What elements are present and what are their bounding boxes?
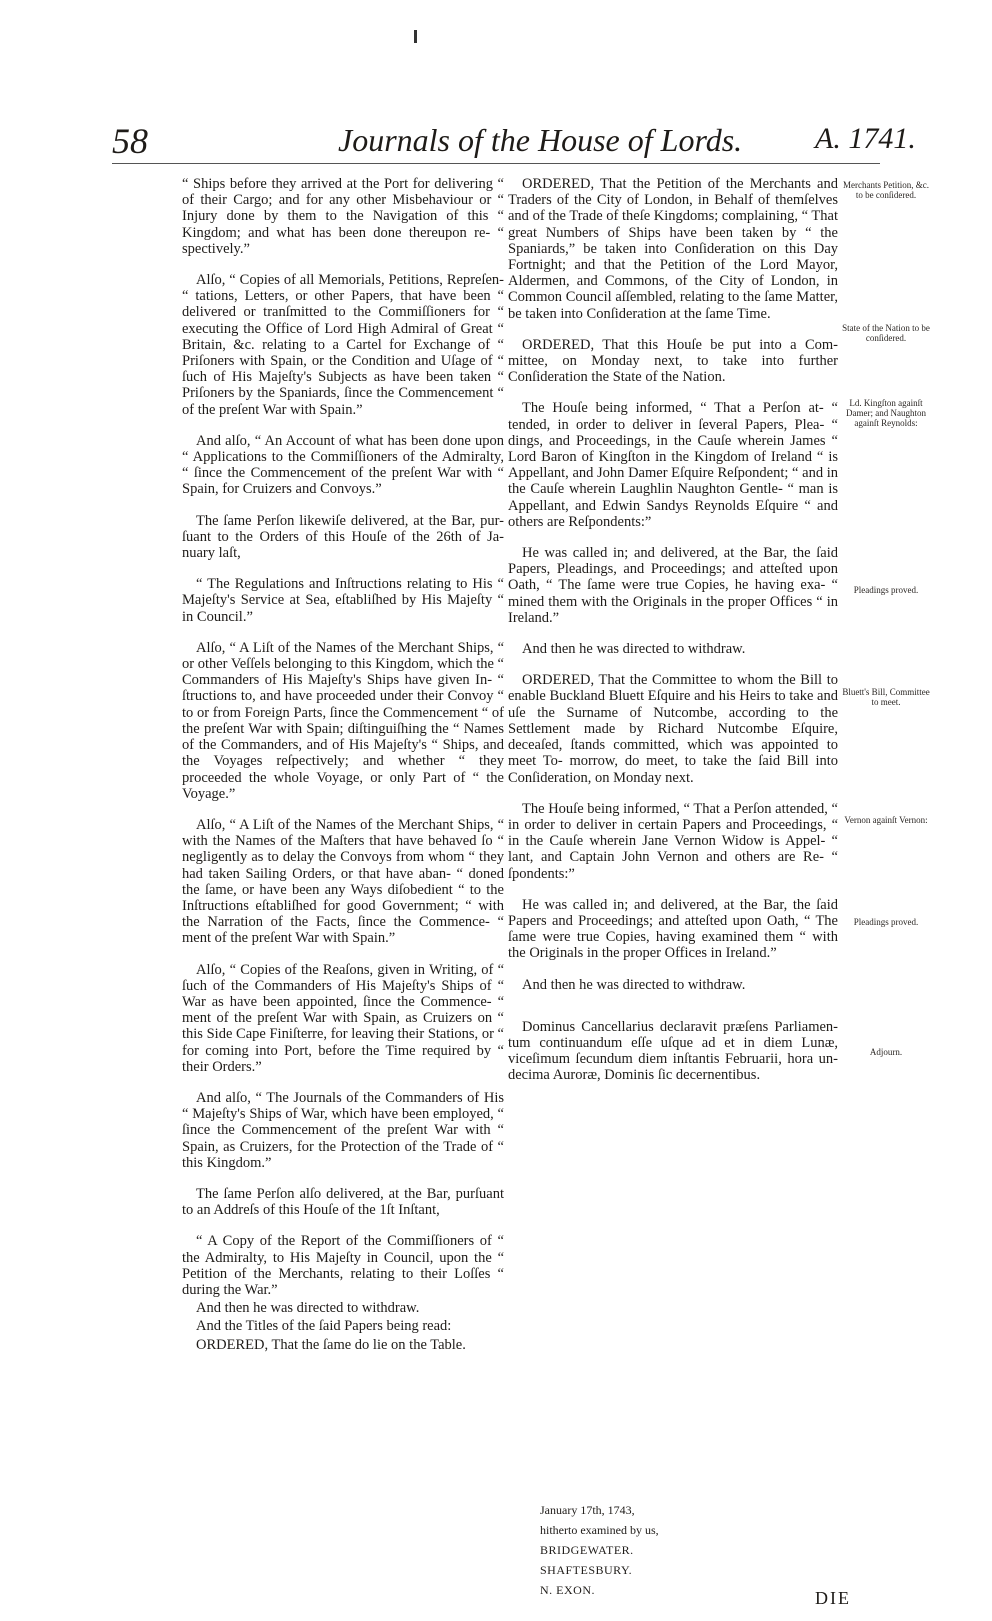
signature: N. EXON. xyxy=(540,1583,595,1597)
left-paragraph: ORDERED, That the ſame do lie on the Table. xyxy=(196,1336,466,1353)
right-paragraph: ORDERED, That this Houſe be put into a Com- mittee, on Monday next, to take into further Conſideration the State of the Nation. xyxy=(508,336,838,386)
right-paragraph: And then he was directed to withdraw. xyxy=(522,641,746,658)
marginal-note: Vernon againſt Vernon: xyxy=(844,815,928,825)
right-paragraph: And then he was directed to withdraw. xyxy=(522,976,746,993)
examined-block xyxy=(540,1500,659,1600)
left-paragraph: Alſo, “ Copies of all Memorials, Petitions, Repreſen- “ tations, Letters, or other Papers, that have been “ delivered or tranſmitted to the Commiſſioners for “ executing the Office of Lord High Admiral of Great “ Britain, &c. relating to a Cartel for Exchange of “ Priſoners with Spain, or the Condition and Uſage of “ ſuch of His Majeſty's Subjects as have been taken “ Priſoners by the Spaniards, ſince the Commencement “ of the preſent War with Spain.” xyxy=(182,272,504,418)
left-column xyxy=(182,176,504,1355)
left-paragraph: Alſo, “ A Liſt of the Names of the Merchant Ships, “ with the Names of the Maſters that have behaved ſo “ negligently as to delay the Convoys from whom “ they had taken Sailing Orders, or that have aban- “ doned the ſame, or have been any Ways diſobedient “ to the Inſtructions eſtabliſhed for good Government; “ with the Narration of the Facts, ſince the Commence- “ ment of the preſent War with Spain.” xyxy=(182,816,504,947)
right-paragraph: ORDERED, That the Petition of the Merchants and Traders of the City of London, in Behalf of themſelves and of the Trade of theſe Kingdoms; complaining, “ That great Numbers of Ships have been taken by “ the Spaniards,” be taken into Conſideration on this Day Fortnight; and that the Petition of the Lord Mayor, Aldermen, and Commons, of the City of London, in Common Council aſſembled, relating to the ſame Matter, be taken into Conſideration at the ſame Time. xyxy=(508,176,838,322)
left-paragraph: “ A Copy of the Report of the Commiſſioners of “ the Admiralty, to His Majeſty in Council, upon the “ Petition of the Merchants, relating to their Loſſes “ during the War.” xyxy=(182,1233,504,1298)
right-paragraph: ORDERED, That the Committee to whom the Bill to enable Buckland Bluett Eſquire and his Heirs to take and uſe the Surname of Nutcombe, according to the Settlement made by Richard Nutcombe Eſquire, deceaſed, ſtands committed, which was appointed to meet To- morrow, do meet, to take the ſaid Bill into Conſideration, on Monday next. xyxy=(508,672,838,786)
right-paragraph: He was called in; and delivered, at the Bar, the ſaid Papers and Proceedings; and atteſted upon Oath, “ The ſame were true Copies, having examined them “ with the Originals in the proper Offices in Ireland.” xyxy=(508,896,838,962)
right-paragraph: He was called in; and delivered, at the Bar, the ſaid Papers, Pleadings, and Proceedings; and atteſted upon Oath, “ The ſame were true Copies, he having exa- “ mined them with the Originals in the proper Offices “ in Ireland.” xyxy=(508,545,838,626)
print-mark xyxy=(414,30,417,43)
marginal-note: Pleadings proved. xyxy=(853,917,919,927)
left-paragraph: “ The Regulations and Inſtructions relating to His “ Majeſty's Service at Sea, eſtabliſhed by His Majeſty “ in Council.” xyxy=(182,576,504,625)
examined-date: January 17th, 1743, xyxy=(540,1503,635,1517)
signature: BRIDGEWATER. xyxy=(540,1543,634,1557)
journal-year: A. 1741. xyxy=(815,122,916,155)
marginal-note: Adjourn. xyxy=(869,1047,903,1057)
left-paragraph: The ſame Perſon alſo delivered, at the Bar, purſuant to an Addreſs of this Houſe of the 1ſt Inſtant, xyxy=(182,1185,504,1219)
right-column xyxy=(508,176,838,1099)
running-head xyxy=(0,120,992,160)
left-paragraph: Alſo, “ A Liſt of the Names of the Merchant Ships, “ or other Veſſels belonging to this Kingdom, which the “ Commanders of His Majeſty's Ships have given In- “ ſtructions to, and have proceeded under their Convoy “ to or from Foreign Parts, ſince the Commencement “ of the preſent War with Spain; diſtinguiſhing the “ Names of the Commanders, and of His Majeſty's “ Ships, and the Voyages reſpectively; and whether “ they proceeded the whole Voyage, or only Part of “ the Voyage.” xyxy=(182,639,504,802)
right-paragraph: The Houſe being informed, “ That a Perſon at- “ tended, in order to deliver in ſeveral Papers, Plea- “ dings, and Proceedings, in the Cauſe wherein James “ Lord Baron of Kingſton in the Kingdom of Ireland “ is Appellant, and John Damer Eſquire Reſpondent; “ and in the Cauſe wherein Laughlin Naughton Gentle- “ man is Appellant, and Edwin Sandys Reynolds Eſquire “ and others are Reſpondents:” xyxy=(508,400,838,530)
page-number: 58 xyxy=(112,121,148,161)
examined-note: hitherto examined by us, xyxy=(540,1523,659,1537)
right-paragraph: Dominus Cancellarius declaravit præſens Parliamen- tum continuandum eſſe uſque ad et in diem Lunæ, viceſimum ſecundum diem inſtantis Februarii, hora un- decima Auroræ, Dominis ſic decernentibus. xyxy=(508,1018,838,1084)
left-paragraph: Alſo, “ Copies of the Reaſons, given in Writing, of “ ſuch of the Commanders of His Majeſty's Ships of “ War as have been appointed, ſince the Commence- “ ment of the preſent War with Spain, as Cruizers on “ this Side Cape Finiſterre, for leaving their Stations, or “ for coming into Port, before the Time required by “ their Orders.” xyxy=(182,961,504,1075)
right-paragraph: The Houſe being informed, “ That a Perſon attended, “ in order to deliver in certain Papers and Proceedings, “ in the Cauſe wherein Jane Vernon Widow is Appel- “ lant, and Captain John Vernon and others are Re- “ ſpondents:” xyxy=(508,800,838,882)
header-rule xyxy=(112,163,880,164)
signature: SHAFTESBURY. xyxy=(540,1563,633,1577)
left-paragraph: The ſame Perſon likewiſe delivered, at the Bar, pur- ſuant to the Orders of this Houſe of the 26th of Ja- nuary laſt, xyxy=(182,512,504,562)
journal-title: Journals of the House of Lords. xyxy=(338,122,743,158)
left-paragraph: And then he was directed to withdraw. xyxy=(196,1300,420,1317)
marginal-note: Merchants Petition, &c. to be conſidered. xyxy=(843,180,929,200)
marginal-note: Bluett's Bill, Committee to meet. xyxy=(842,687,930,707)
catchword: DIE xyxy=(815,1588,851,1608)
marginal-note: Ld. Kingſton againſt Damer; and Naughton againſt Reynolds: xyxy=(846,398,926,428)
left-paragraph: And the Titles of the ſaid Papers being read: xyxy=(196,1318,452,1335)
marginal-note: State of the Nation to be conſidered. xyxy=(842,323,930,343)
left-paragraph: And alſo, “ The Journals of the Commanders of His “ Majeſty's Ships of War, which have been employed, “ ſince the Commencement of the preſent War with “ Spain, as Cruizers, for the Protection of the Trade of “ this Kingdom.” xyxy=(182,1089,504,1171)
marginal-note: Pleadings proved. xyxy=(853,585,919,595)
left-paragraph: “ Ships before they arrived at the Port for delivering “ of their Cargo; and for any other Misbehaviour or “ Injury done by them to the Navigation of this “ Kingdom; and what has been done thereupon re- “ spectively.” xyxy=(182,176,504,257)
left-paragraph: And alſo, “ An Account of what has been done upon “ Applications to the Commiſſioners of the Admiralty, “ ſince the Commencement of the preſent War with “ Spain, for Cruizers and Convoys.” xyxy=(182,432,504,498)
